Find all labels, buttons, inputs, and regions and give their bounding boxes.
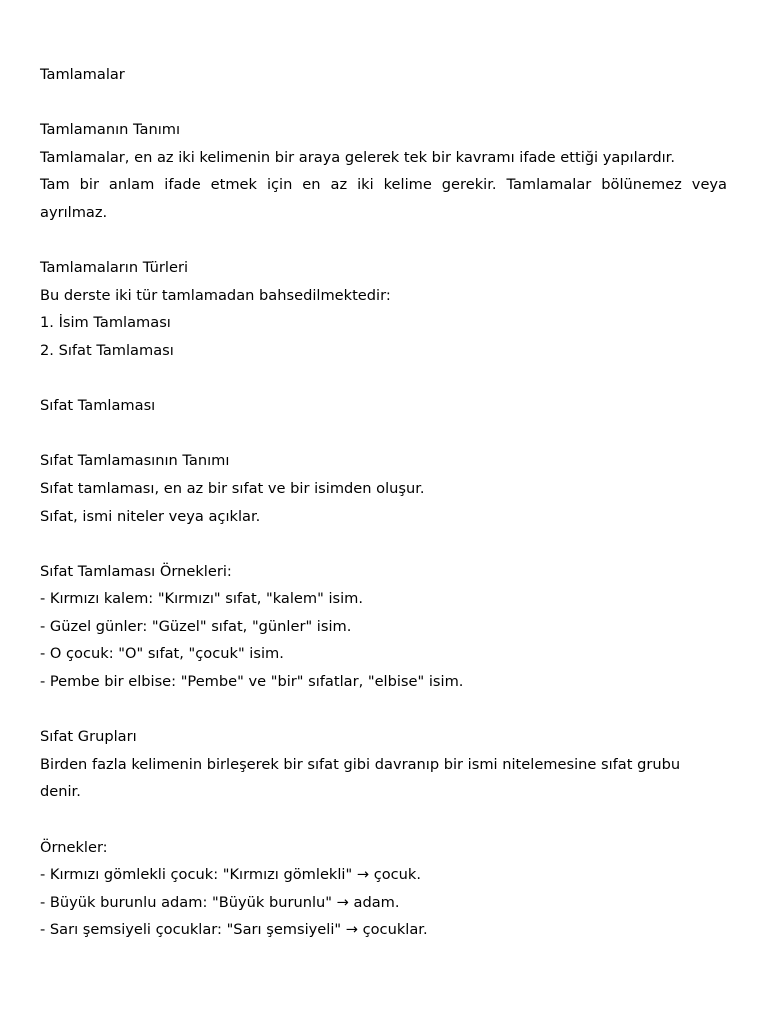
spacer — [40, 420, 727, 448]
paragraph-line: Bu derste iki tür tamlamadan bahsedilmektedir: — [40, 286, 391, 304]
list-item: 1. İsim Tamlaması — [40, 314, 171, 332]
list-item: - O çocuk: "O" sıfat, "çocuk" isim. — [40, 645, 284, 663]
paragraph-line: Tam bir anlam ifade etmek için en az iki kelime gerekir. Tamlamalar bölünemez veya — [40, 176, 727, 194]
document-title: Tamlamalar — [40, 66, 125, 83]
list-item: - Kırmızı gömlekli çocuk: "Kırmızı gömlekli" → çocuk. — [40, 866, 422, 884]
list-item: 2. Sıfat Tamlaması — [40, 341, 174, 359]
spacer — [40, 89, 727, 117]
spacer — [40, 696, 727, 724]
spacer — [40, 530, 727, 558]
paragraph-line: denir. — [40, 783, 81, 801]
section-heading: Sıfat Tamlaması — [40, 397, 156, 415]
paragraph-line: Sıfat, ismi niteler veya açıklar. — [40, 507, 261, 525]
paragraph-line: Tamlamalar, en az iki kelimenin bir araya gelerek tek bir kavramı ifade ettiği yapılardır. — [40, 148, 675, 166]
list-item: - Büyük burunlu adam: "Büyük burunlu" → adam. — [40, 893, 400, 911]
section-heading: Tamlamanın Tanımı — [40, 121, 181, 139]
section-heading: Sıfat Grupları — [40, 728, 137, 746]
spacer — [40, 365, 727, 393]
list-item: - Sarı şemsiyeli çocuklar: "Sarı şemsiyeli" → çocuklar. — [40, 921, 428, 939]
list-item: - Pembe bir elbise: "Pembe" ve "bir" sıfatlar, "elbise" isim. — [40, 673, 464, 691]
section-heading: Sıfat Tamlaması Örnekleri: — [40, 562, 232, 580]
section-heading: Tamlamaların Türleri — [40, 259, 189, 277]
spacer — [40, 227, 727, 255]
paragraph-line: ayrılmaz. — [40, 203, 108, 221]
list-item: - Kırmızı kalem: "Kırmızı" sıfat, "kalem" isim. — [40, 590, 364, 608]
paragraph-line: Sıfat tamlaması, en az bir sıfat ve bir isimden oluşur. — [40, 479, 425, 497]
list-item: - Güzel günler: "Güzel" sıfat, "günler" isim. — [40, 617, 352, 635]
spacer — [40, 806, 727, 834]
paragraph-line: Birden fazla kelimenin birleşerek bir sıfat gibi davranıp bir ismi nitelemesine sıfat grubu — [40, 755, 681, 773]
section-heading: Örnekler: — [40, 838, 108, 856]
section-heading: Sıfat Tamlamasının Tanımı — [40, 452, 230, 470]
